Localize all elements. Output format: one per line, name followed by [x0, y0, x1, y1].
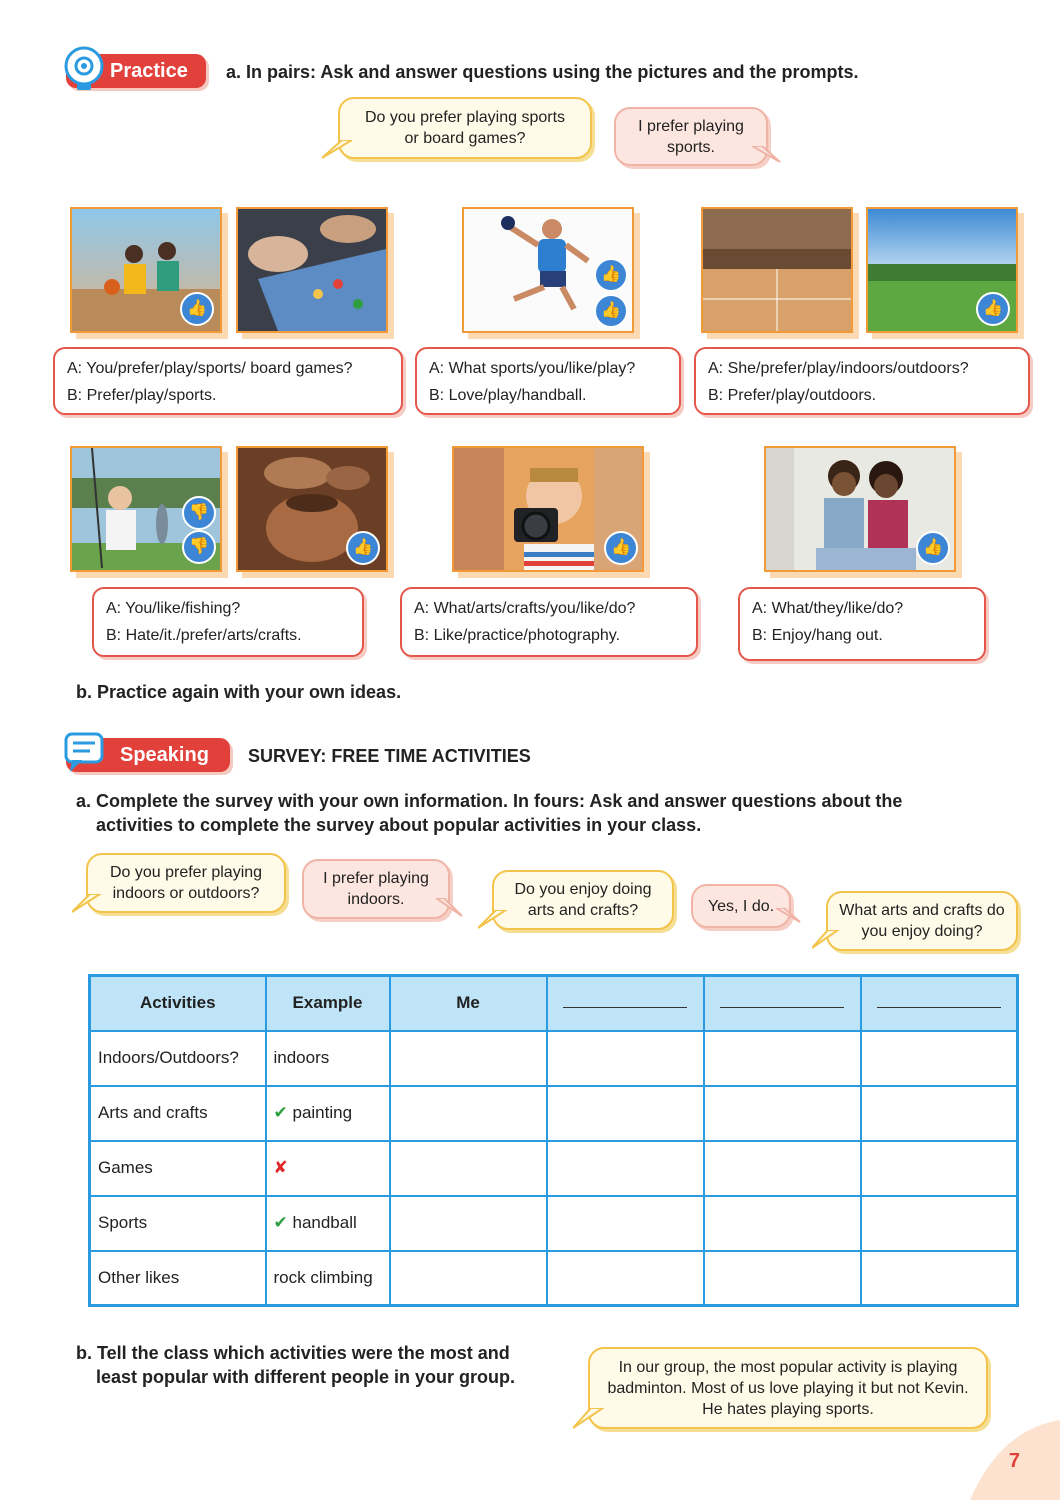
practice-badge-label: Practice [110, 60, 188, 82]
answer-cell[interactable] [390, 1196, 547, 1251]
lightbulb-gear-icon [62, 46, 106, 92]
name-blank-line[interactable] [563, 993, 687, 1008]
table-header-row [90, 976, 1018, 1031]
thumbs-down-icon: 👎 [182, 496, 216, 530]
answer-cell[interactable] [861, 1251, 1018, 1306]
prompt-a: A: You/like/fishing? [106, 600, 241, 617]
thumbs-up-icon: 👍 [916, 531, 950, 565]
speech-bubble-5 [826, 891, 1018, 951]
speech-bubble-text: What arts and crafts do you enjoy doing? [839, 902, 1005, 940]
bubble-tail [776, 908, 804, 926]
answer-cell[interactable] [547, 1031, 704, 1086]
speech-bubble-text: Yes, I do. [707, 897, 775, 915]
bubble-tail [72, 894, 102, 914]
thumbs-up-icon: 👍 [180, 292, 214, 326]
example-cell [266, 1031, 390, 1086]
prompt-a: A: What sports/you/like/play? [429, 360, 636, 377]
bubble-tail [812, 930, 840, 950]
speech-bubble-icon [62, 730, 106, 776]
speaking-instruction-b-line1: b. Tell the class which activities were the most and [76, 1343, 510, 1363]
answer-cell[interactable] [390, 1141, 547, 1196]
header-example: Example [266, 976, 390, 1031]
answer-cell[interactable] [547, 1141, 704, 1196]
header-me: Me [390, 976, 547, 1031]
table-row [90, 1141, 1018, 1196]
speaking-instruction-a-line1: a. Complete the survey with your own information. In fours: Ask and answer questions about the [76, 791, 903, 811]
bubble-tail [436, 898, 466, 918]
answer-cell[interactable] [390, 1251, 547, 1306]
answer-cell[interactable] [704, 1251, 861, 1306]
speech-bubble-2 [302, 859, 450, 919]
name-blank-line[interactable] [720, 993, 844, 1008]
example-text: rock climbing [273, 1267, 373, 1287]
survey-table [88, 974, 1019, 1307]
prompt-box-5 [400, 587, 698, 657]
bubble-tail [322, 140, 352, 162]
activity-cell: Other likes [90, 1251, 266, 1306]
answer-cell[interactable] [547, 1196, 704, 1251]
speech-bubble-text: I prefer playing indoors. [323, 870, 429, 908]
speaking-title: SURVEY: FREE TIME ACTIVITIES [248, 746, 531, 766]
thumbs-up-icon: 👍 [594, 294, 628, 328]
prompt-box-1 [53, 347, 403, 415]
header-blank-3[interactable] [861, 976, 1018, 1031]
activity-cell: Arts and crafts [90, 1086, 266, 1141]
answer-cell[interactable] [861, 1141, 1018, 1196]
answer-cell[interactable] [547, 1086, 704, 1141]
page-number: 7 [1008, 1450, 1020, 1472]
answer-cell[interactable] [704, 1086, 861, 1141]
header-blank-2[interactable] [704, 976, 861, 1031]
prompt-b: B: Prefer/play/outdoors. [708, 387, 877, 404]
prompt-box-3 [694, 347, 1030, 415]
speaking-badge [66, 738, 230, 772]
speech-bubble-text: Do you enjoy doing arts and crafts? [514, 881, 652, 919]
prompt-box-4 [92, 587, 364, 657]
bubble-tail [573, 1408, 605, 1430]
answer-cell[interactable] [547, 1251, 704, 1306]
speech-bubble-text: In our group, the most popular activity is playing badminton. Most of us love playing it but not Kevin. He hates playing sports. [607, 1358, 969, 1418]
thumbs-up-icon: 👍 [594, 258, 628, 292]
example-cell [266, 1086, 390, 1141]
example-cell [266, 1196, 390, 1251]
prompt-b: B: Love/play/handball. [429, 387, 587, 404]
gym-image [703, 209, 851, 331]
bubble-tail [752, 146, 782, 166]
cross-icon: ✘ [273, 1158, 288, 1177]
header-activities: Activities [90, 976, 266, 1031]
check-icon: ✔ [273, 1103, 288, 1122]
speech-bubble-3 [492, 870, 674, 930]
activity-cell: Indoors/Outdoors? [90, 1031, 266, 1086]
prompt-box-2 [415, 347, 681, 415]
answer-cell[interactable] [390, 1031, 547, 1086]
example-cell [266, 1141, 390, 1196]
prompt-b: B: Like/practice/photography. [414, 627, 621, 644]
thumbs-up-icon: 👍 [346, 531, 380, 565]
practice-instruction-a: a. In pairs: Ask and answer questions using the pictures and the prompts. [226, 62, 859, 82]
prompt-a: A: What/they/like/do? [752, 600, 904, 617]
example-text: painting [292, 1103, 353, 1122]
speech-bubble-question [338, 97, 592, 159]
answer-cell[interactable] [704, 1196, 861, 1251]
thumbs-up-icon: 👍 [604, 531, 638, 565]
answer-cell[interactable] [861, 1031, 1018, 1086]
answer-cell[interactable] [390, 1086, 547, 1141]
page-corner-decoration [940, 1400, 1060, 1500]
thumbs-down-icon: 👎 [182, 530, 216, 564]
speech-bubble-text: I prefer playing sports. [638, 117, 744, 156]
prompt-b: B: Prefer/play/sports. [67, 387, 217, 404]
speech-bubble-1 [86, 853, 286, 913]
speaking-instruction-a-line2: activities to complete the survey about popular activities in your class. [96, 815, 702, 835]
speaking-badge-label: Speaking [120, 744, 209, 766]
prompt-a: A: You/prefer/play/sports/ board games? [67, 360, 353, 377]
prompt-a: A: She/prefer/play/indoors/outdoors? [708, 360, 969, 377]
answer-cell[interactable] [704, 1031, 861, 1086]
speech-bubble-answer [614, 107, 768, 166]
gym-photo [701, 207, 853, 333]
activity-cell: Sports [90, 1196, 266, 1251]
board-game-image [238, 209, 386, 331]
prompt-box-6 [738, 587, 986, 661]
check-icon: ✔ [273, 1213, 288, 1232]
answer-cell[interactable] [861, 1196, 1018, 1251]
answer-cell[interactable] [704, 1141, 861, 1196]
thumbs-up-icon: 👍 [976, 292, 1010, 326]
prompt-a: A: What/arts/crafts/you/like/do? [414, 600, 636, 617]
table-row [90, 1086, 1018, 1141]
speech-bubble-text: Do you prefer playing indoors or outdoors? [109, 864, 263, 902]
example-cell [266, 1251, 390, 1306]
answer-cell[interactable] [861, 1086, 1018, 1141]
practice-instruction-b: b. Practice again with your own ideas. [76, 682, 402, 702]
prompt-b: B: Enjoy/hang out. [752, 627, 883, 644]
example-text: handball [292, 1213, 357, 1232]
table-row [90, 1031, 1018, 1086]
speech-bubble-text: Do you prefer playing sports or board games? [364, 109, 566, 147]
name-blank-line[interactable] [877, 993, 1001, 1008]
practice-badge [66, 54, 206, 88]
activity-cell: Games [90, 1141, 266, 1196]
bubble-tail [478, 910, 508, 930]
header-blank-1[interactable] [547, 976, 704, 1031]
table-row [90, 1251, 1018, 1306]
speaking-instruction-b-line2: least popular with different people in your group. [96, 1367, 516, 1387]
speech-bubble-final [588, 1347, 988, 1429]
prompt-b: B: Hate/it./prefer/arts/crafts. [106, 627, 302, 644]
board-game-photo [236, 207, 388, 333]
example-text: indoors [273, 1048, 330, 1067]
table-row [90, 1196, 1018, 1251]
